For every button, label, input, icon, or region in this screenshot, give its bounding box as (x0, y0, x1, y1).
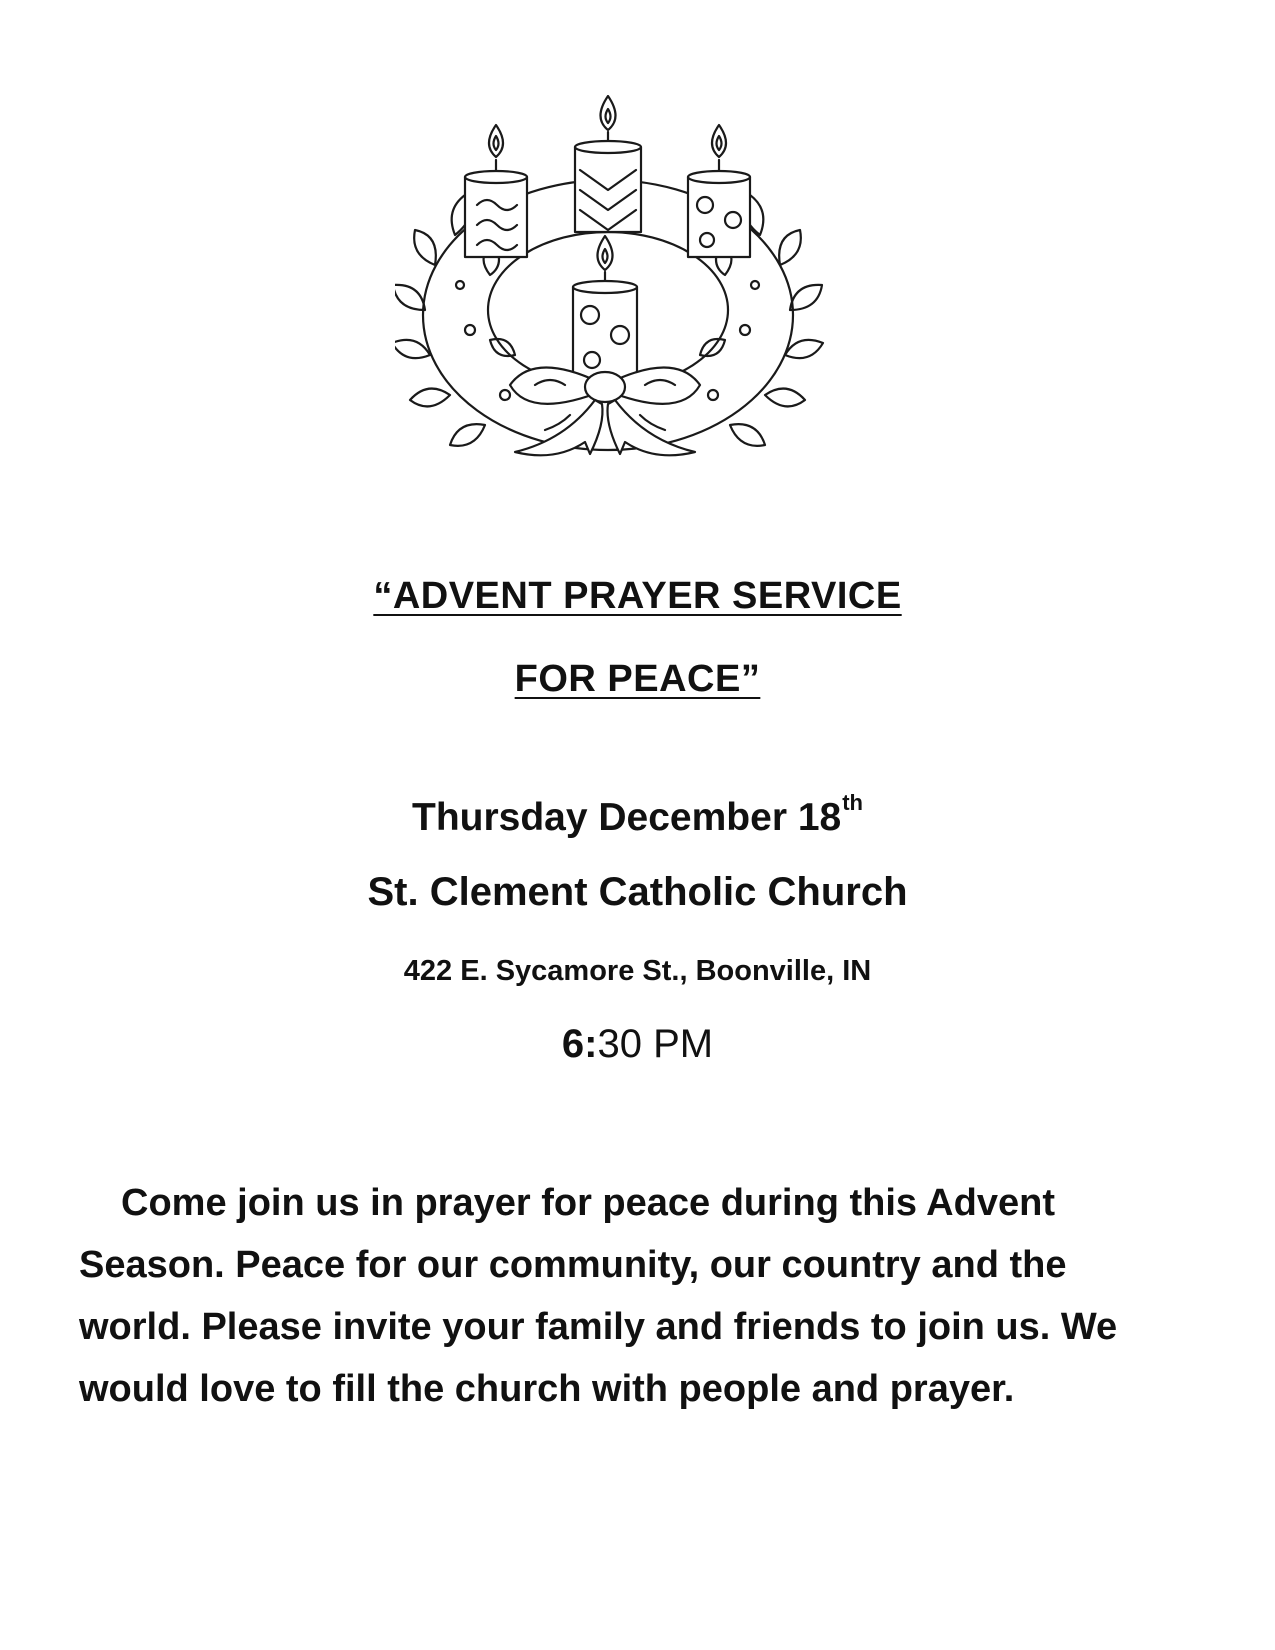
time-rest: 30 PM (597, 1022, 714, 1066)
time-hour: 6: (561, 1022, 598, 1066)
flyer-title-line-2 (0, 658, 1275, 701)
title-line-2-text: FOR PEACE” (514, 658, 761, 700)
event-date (0, 790, 1275, 840)
invitation-paragraph: Come join us in prayer for peace during this Advent Season. Peace for our community, our country and the world. Please invite your family and friends to join us. We would love to fill the church with people and prayer. (79, 1182, 1118, 1410)
date-suffix: th (842, 790, 863, 815)
flyer-title-line-1 (0, 575, 1275, 618)
title-line-1-text: “ADVENT PRAYER SERVICE (373, 575, 902, 617)
date-text: Thursday December 18 (412, 796, 842, 839)
advent-wreath-icon (395, 95, 825, 475)
church-name: St. Clement Catholic Church (367, 870, 908, 914)
event-time (0, 1022, 1275, 1067)
church-address: 422 E. Sycamore St., Boonville, IN (403, 955, 872, 987)
